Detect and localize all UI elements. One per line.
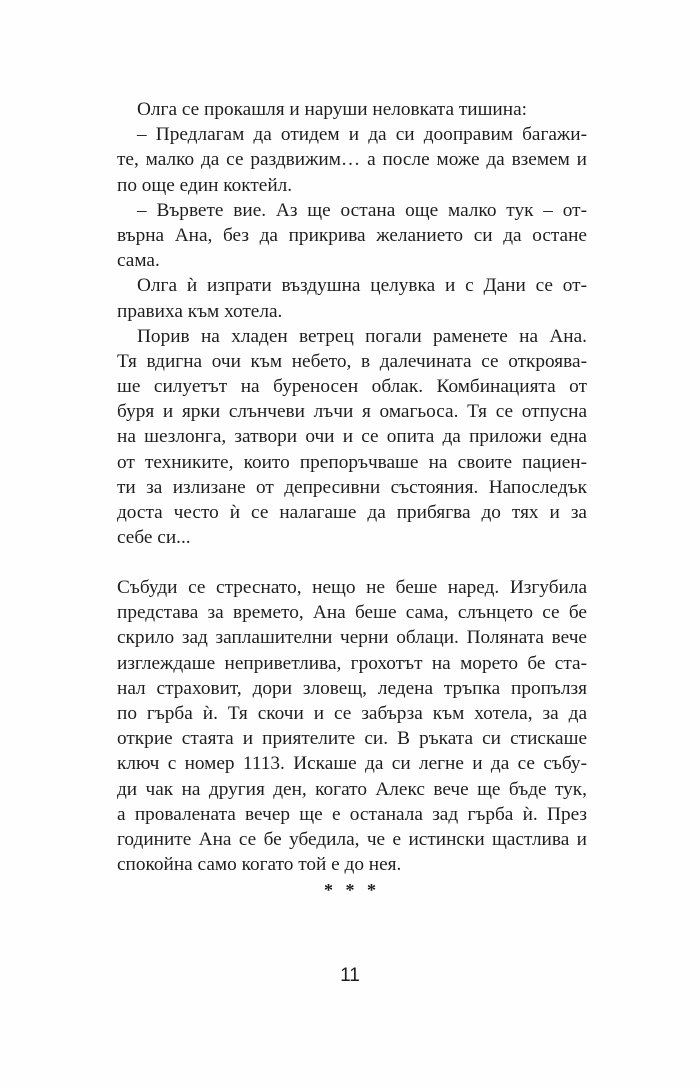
text-line: а провалената вечер ще е останала зад гърба ѝ. През [117,803,587,825]
text-line: Олга се прокашля и наруши неловката тишина: [137,99,527,120]
text-line: Порив на хладен ветрец погали раменете на Ана. [137,325,587,347]
text-line: представа за времето, Ана беше сама, слънцето се бе [117,602,587,624]
text-line: на шезлонга, затвори очи и се опита да приложи една [117,426,587,448]
text-line: Олга ѝ изпрати въздушна целувка и с Дани се от- [137,275,587,297]
page-number: 11 [340,965,360,986]
text-line: сама. [117,250,160,272]
text-line: ти за излизане от депресивни състояния. Напоследък [117,476,587,498]
text-line: годините Ана се бе убедила, че е истински щастлива и [117,828,587,850]
text-line: Тя вдигна очи към небето, в далечината се откроява- [117,350,587,372]
text-line: ключ с номер 1113. Искаше да си легне и да се събу- [117,753,587,775]
text-line: върна Ана, без да прикрива желанието си да остане [117,224,587,246]
text-block-bottom [117,575,587,877]
text-line: от техниките, които препоръчваше на своите пациен- [117,451,587,473]
text-line: – Вървете вие. Аз ще остана още малко тук – от- [137,199,587,221]
text-line: открие стаята и приятелите си. В ръката си стискаше [117,728,587,750]
text-line: Събуди се стреснато, нещо не беше наред. Изгубила [117,577,587,598]
text-line: ди чак на другия ден, когато Алекс вече ще бъде тук, [117,778,587,800]
text-line: изглеждаше неприветлива, грохотът на морето бе ста- [117,652,587,674]
text-line: правиха към хотела. [117,300,283,322]
text-line: ше силуетът на буреносен облак. Комбинацията от [117,376,587,398]
text-line: доста често ѝ се налагаше да прибягва до тях и за [117,502,587,523]
text-block-top [117,97,587,550]
text-line: скрило зад заплашителни черни облаци. Поляната вече [117,627,587,649]
text-line: – Предлагам да отидем и да си дооправим багажи- [137,124,587,146]
text-line: себе си... [117,527,191,549]
text-line: по гърба ѝ. Тя скочи и се забърза към хотела, за да [117,702,587,724]
text-line: спокойна само когато той е до нея. [117,854,402,876]
section-separator: * * * [324,880,380,900]
text-line: нал страховит, дори зловещ, ледена тръпка пропълзя [117,677,587,699]
text-line: буря и ярки слънчеви лъчи я омагьоса. Тя се отпусна [117,401,587,423]
text-line: по още един коктейл. [117,174,293,196]
text-line: те, малко да се раздвижим… а после може да вземем и [117,149,587,171]
